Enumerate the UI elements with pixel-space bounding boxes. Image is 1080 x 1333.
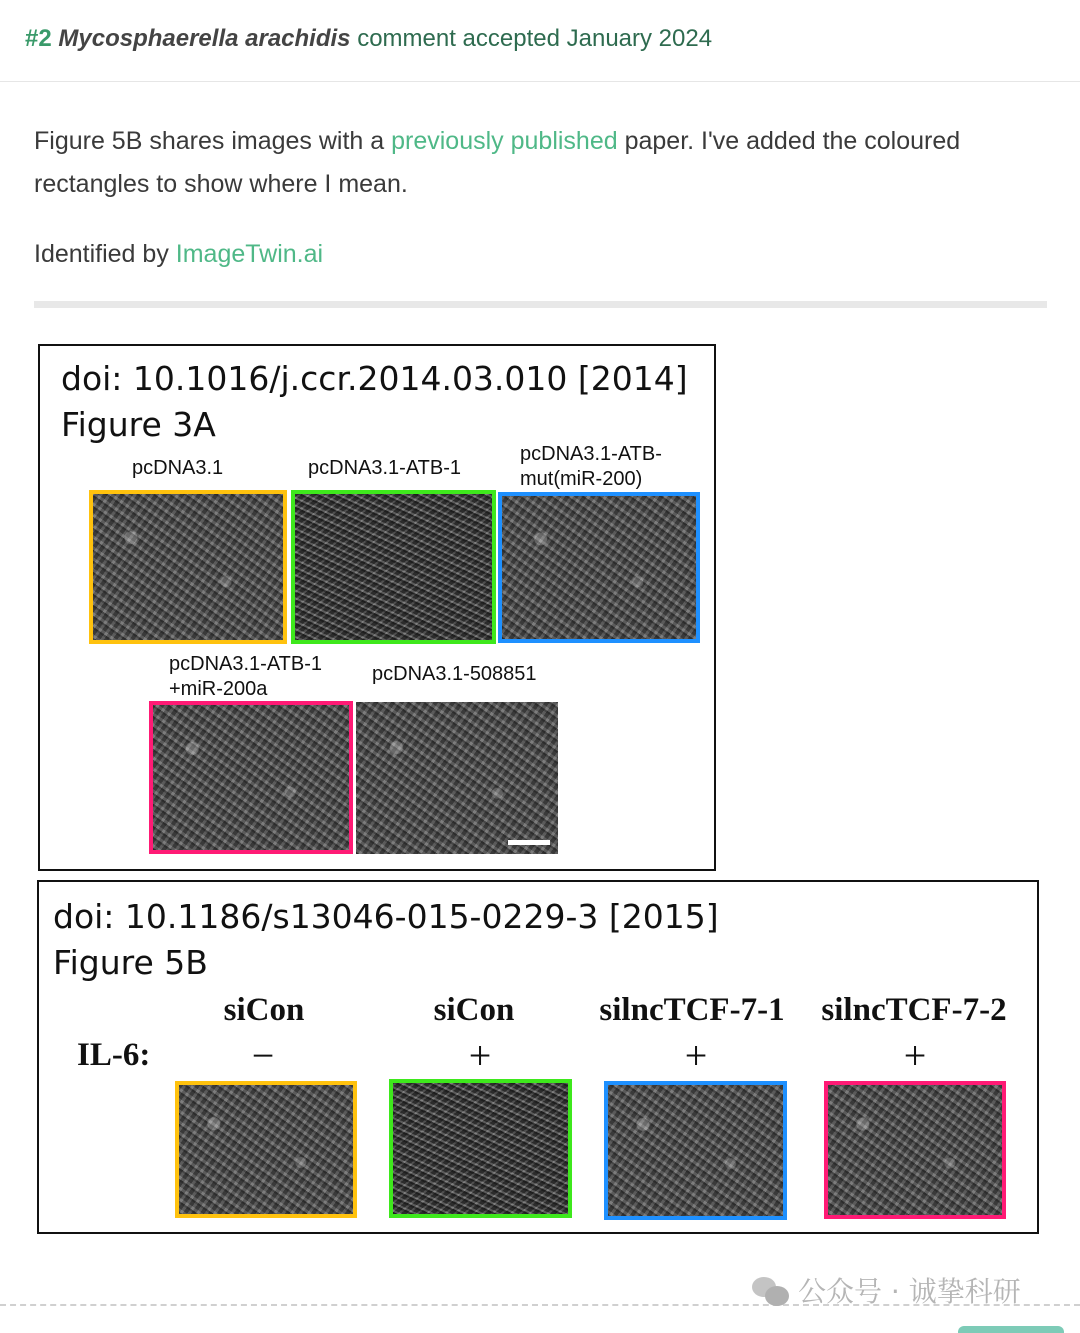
- figure-panel-2014: [38, 344, 716, 871]
- species-name: Mycosphaerella arachidis: [58, 25, 351, 52]
- column-head-silnc-2: silncTCF-7-2: [821, 992, 1007, 1028]
- micrograph-blue-2015: [604, 1081, 787, 1220]
- sign-minus: −: [251, 1033, 275, 1078]
- imagetwin-link[interactable]: ImageTwin.ai: [175, 240, 324, 268]
- column-head-sicon-2: siCon: [433, 992, 515, 1028]
- scale-bar: [508, 840, 550, 845]
- comment-body: [34, 120, 1034, 206]
- panel-doi-2014: doi: 10.1016/j.ccr.2014.03.010 [2014]: [61, 359, 688, 398]
- micrograph-green: [291, 490, 496, 644]
- comment-text-after: paper. I've added the coloured rectangles to show where I mean.: [34, 127, 961, 198]
- panel-figure-label-3a: Figure 3A: [61, 405, 216, 444]
- image-label-atb-mut-2: mut(miR-200): [520, 468, 643, 490]
- figure-panel-2015: [37, 880, 1039, 1234]
- row-label-il6: IL-6:: [77, 1037, 151, 1073]
- column-head-sicon-1: siCon: [223, 992, 305, 1028]
- comment-header: [0, 0, 1080, 82]
- image-label-atb1: pcDNA3.1-ATB-1: [308, 457, 462, 479]
- watermark: [752, 1270, 1021, 1310]
- previously-published-link[interactable]: previously published: [391, 127, 618, 155]
- image-label-508851: pcDNA3.1-508851: [372, 663, 537, 685]
- comment-title: [25, 25, 712, 53]
- panel-figure-label-5b: Figure 5B: [53, 943, 208, 982]
- image-label-atb1-mir-1: pcDNA3.1-ATB-1: [169, 653, 323, 675]
- wechat-icon: [752, 1275, 790, 1307]
- image-label-atb1-mir-2: +miR-200a: [169, 678, 268, 700]
- comment-text-before: Figure 5B shares images with a: [34, 127, 392, 155]
- section-divider: [34, 301, 1047, 308]
- column-head-silnc-1: silncTCF-7-1: [599, 992, 785, 1028]
- image-label-pcdna: pcDNA3.1: [132, 457, 224, 479]
- micrograph-yellow-2015: [175, 1081, 357, 1218]
- micrograph-pink: [149, 701, 353, 854]
- watermark-text: 公众号 · 诚挚科研: [798, 1275, 1021, 1308]
- micrograph-pink-2015: [824, 1081, 1006, 1219]
- sign-plus-1: +: [468, 1033, 492, 1078]
- bottom-tab[interactable]: [958, 1326, 1064, 1333]
- micrograph-plain: [356, 702, 558, 854]
- comment-status: comment accepted January 2024: [357, 25, 713, 52]
- micrograph-green-2015: [389, 1079, 572, 1218]
- micrograph-yellow: [89, 490, 287, 644]
- micrograph-blue: [498, 492, 700, 643]
- panel-doi-2015: doi: 10.1186/s13046-015-0229-3 [2015]: [53, 897, 719, 936]
- image-label-atb-mut-1: pcDNA3.1-ATB-: [520, 443, 662, 465]
- sign-plus-3: +: [903, 1033, 927, 1078]
- comment-number[interactable]: #2: [25, 25, 52, 52]
- identified-by: [34, 233, 323, 276]
- sign-plus-2: +: [684, 1033, 708, 1078]
- identified-prefix: Identified by: [34, 240, 176, 268]
